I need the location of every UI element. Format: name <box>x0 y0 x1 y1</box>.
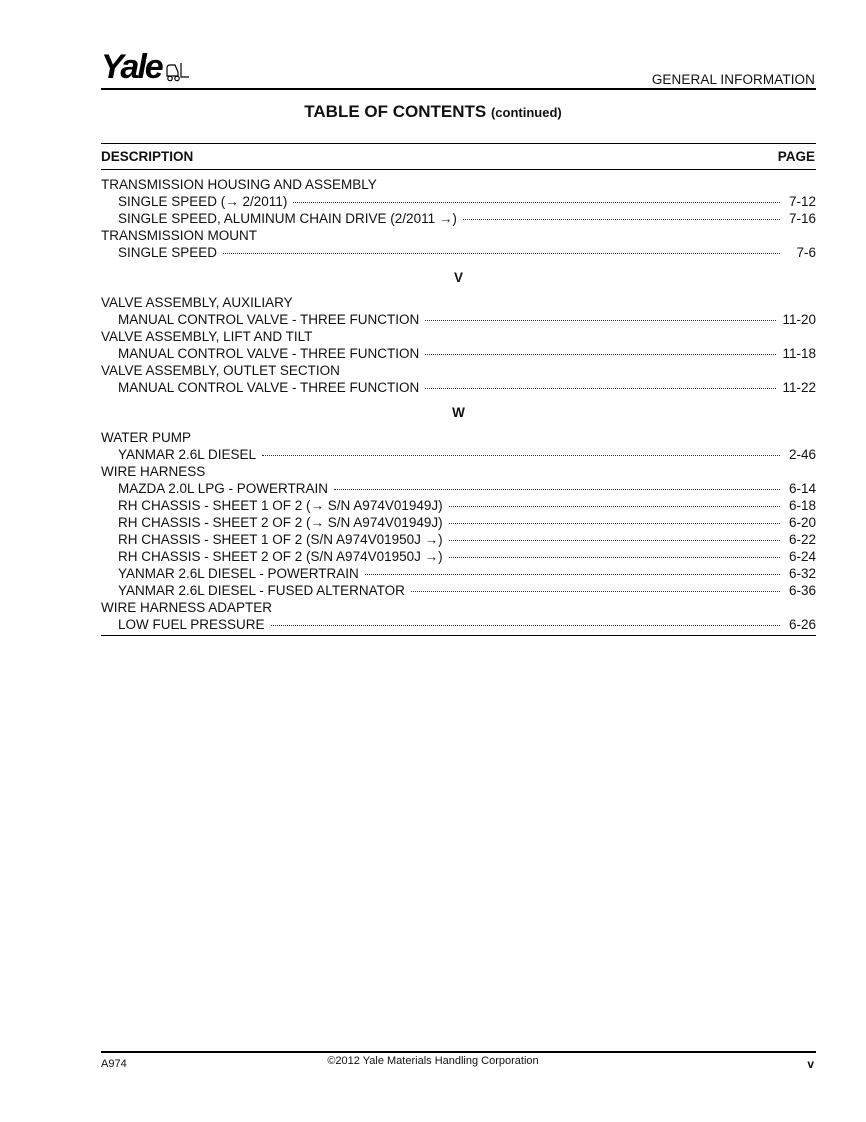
logo-wordmark: Yale <box>101 48 162 86</box>
dot-leader <box>293 202 780 203</box>
dot-leader <box>334 489 780 490</box>
toc-entry-title: SINGLE SPEED, ALUMINUM CHAIN DRIVE (2/2011 →) <box>118 211 457 226</box>
yale-logo <box>101 50 190 84</box>
toc-heading-title: VALVE ASSEMBLY, AUXILIARY <box>101 295 293 310</box>
toc-entry-title: RH CHASSIS - SHEET 2 OF 2 (→ S/N A974V01949J) <box>118 515 443 530</box>
toc-page-ref: 7-16 <box>788 211 816 226</box>
toc-entry-title: RH CHASSIS - SHEET 2 OF 2 (S/N A974V01950J →) <box>118 549 443 564</box>
dot-leader <box>449 540 780 541</box>
section-letter: V <box>453 270 463 285</box>
dot-leader <box>262 455 780 456</box>
toc-entry[interactable] <box>101 193 816 210</box>
dot-leader <box>449 557 780 558</box>
toc-heading <box>101 362 816 379</box>
toc-heading <box>101 328 816 345</box>
toc-heading-title: VALVE ASSEMBLY, LIFT AND TILT <box>101 329 313 344</box>
column-header-bottom-rule <box>101 169 816 170</box>
dot-leader <box>449 523 780 524</box>
toc-entry-title: YANMAR 2.6L DIESEL <box>118 447 257 462</box>
toc-entry[interactable] <box>101 497 816 514</box>
toc-entry[interactable] <box>101 244 816 261</box>
toc-entry[interactable] <box>101 210 816 227</box>
toc-page-ref: 11-22 <box>782 380 816 395</box>
toc-entry[interactable] <box>101 548 816 565</box>
toc-page-ref: 6-20 <box>788 515 816 530</box>
copyright: ©2012 Yale Materials Handling Corporation <box>327 1055 539 1067</box>
toc-entry-title: MAZDA 2.0L LPG - POWERTRAIN <box>118 481 329 496</box>
toc-page-ref: 11-20 <box>782 312 816 327</box>
dot-leader <box>463 219 780 220</box>
section-letter: W <box>452 405 465 420</box>
toc-entry-title: SINGLE SPEED (→ 2/2011) <box>118 194 288 209</box>
toc-entry[interactable] <box>101 379 816 396</box>
dot-leader <box>223 253 780 254</box>
toc-page-ref: 2-46 <box>788 447 816 462</box>
description-column-header: DESCRIPTION <box>101 149 194 164</box>
toc-entry-title: YANMAR 2.6L DIESEL - FUSED ALTERNATOR <box>118 583 405 598</box>
page-title <box>0 102 866 122</box>
column-header-top-rule <box>101 143 816 144</box>
toc-entry-title: LOW FUEL PRESSURE <box>118 617 265 632</box>
toc-list <box>101 176 816 636</box>
toc-entry-title: RH CHASSIS - SHEET 1 OF 2 (→ S/N A974V01949J) <box>118 498 443 513</box>
dot-leader <box>449 506 780 507</box>
forklift-icon <box>164 62 190 82</box>
dot-leader <box>365 574 780 575</box>
toc-page-ref: 6-26 <box>788 617 816 632</box>
toc-entry[interactable] <box>101 531 816 548</box>
toc-heading <box>101 429 816 446</box>
toc-entry-title: MANUAL CONTROL VALVE - THREE FUNCTION <box>118 380 420 395</box>
toc-entry[interactable] <box>101 345 816 362</box>
toc-page-ref: 6-36 <box>788 583 816 598</box>
title-main: TABLE OF CONTENTS <box>304 102 487 121</box>
dot-leader <box>411 591 780 592</box>
toc-heading <box>101 463 816 480</box>
toc-heading-title: WATER PUMP <box>101 430 191 445</box>
dot-leader <box>425 354 776 355</box>
toc-heading-title: TRANSMISSION HOUSING AND ASSEMBLY <box>101 177 377 192</box>
toc-page-ref: 7-12 <box>788 194 816 209</box>
toc-end-rule <box>101 635 816 636</box>
header-rule <box>101 88 816 90</box>
toc-entry[interactable] <box>101 565 816 582</box>
toc-entry[interactable] <box>101 311 816 328</box>
dot-leader <box>271 625 780 626</box>
page-column-header: PAGE <box>777 149 815 164</box>
toc-heading-title: WIRE HARNESS ADAPTER <box>101 600 273 615</box>
toc-heading <box>101 227 816 244</box>
doc-code: A974 <box>101 1058 127 1070</box>
toc-entry-title: YANMAR 2.6L DIESEL - POWERTRAIN <box>118 566 359 581</box>
toc-entry-title: MANUAL CONTROL VALVE - THREE FUNCTION <box>118 346 420 361</box>
page-number: v <box>807 1057 814 1071</box>
footer-rule <box>101 1051 816 1053</box>
toc-page-ref: 6-14 <box>788 481 816 496</box>
toc-heading <box>101 176 816 193</box>
toc-entry[interactable] <box>101 446 816 463</box>
toc-entry-title: RH CHASSIS - SHEET 1 OF 2 (S/N A974V01950J →) <box>118 532 443 547</box>
dot-leader <box>425 320 776 321</box>
toc-entry[interactable] <box>101 480 816 497</box>
toc-heading-title: TRANSMISSION MOUNT <box>101 228 258 243</box>
dot-leader <box>425 388 776 389</box>
toc-page-ref: 7-6 <box>796 245 816 260</box>
title-sub: (continued) <box>490 105 562 120</box>
toc-heading <box>101 294 816 311</box>
toc-entry-title: MANUAL CONTROL VALVE - THREE FUNCTION <box>118 312 420 327</box>
toc-page-ref: 6-32 <box>788 566 816 581</box>
toc-page-ref: 6-22 <box>788 532 816 547</box>
section-name: GENERAL INFORMATION <box>651 72 815 87</box>
toc-heading-title: WIRE HARNESS <box>101 464 206 479</box>
toc-entry-title: SINGLE SPEED <box>118 245 218 260</box>
toc-entry[interactable] <box>101 616 816 633</box>
toc-entry[interactable] <box>101 582 816 599</box>
toc-page-ref: 11-18 <box>782 346 816 361</box>
toc-heading-title: VALVE ASSEMBLY, OUTLET SECTION <box>101 363 340 378</box>
toc-entry[interactable] <box>101 514 816 531</box>
toc-page-ref: 6-24 <box>788 549 816 564</box>
toc-heading <box>101 599 816 616</box>
toc-page-ref: 6-18 <box>788 498 816 513</box>
